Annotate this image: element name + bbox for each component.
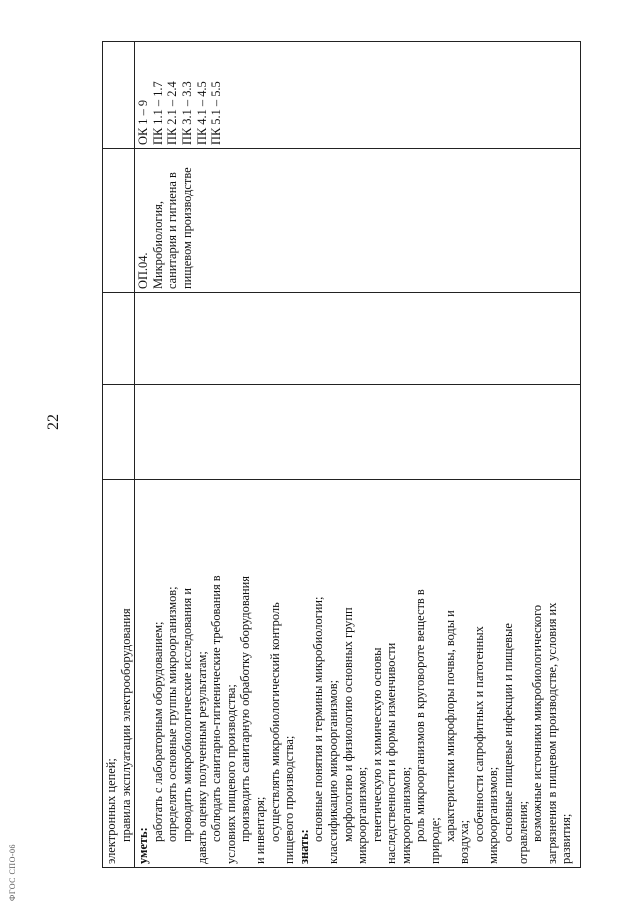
previous-line: электронных цепей; (104, 758, 118, 864)
knowledge-line: основные пищевые инфекции и пищевые (501, 623, 516, 842)
skill-line: работать с лабораторным оборудованием; (150, 621, 165, 842)
rotated-page (102, 42, 581, 868)
subject-title-line: санитария и гигиена в (165, 172, 180, 289)
skills-cell (135, 480, 581, 868)
knowledge-line: морфологию и физиологию основных групп (340, 607, 355, 842)
knowledge-line: микроорганизмов; (355, 766, 370, 864)
knowledge-line: развития; (559, 813, 574, 864)
page-number: 22 (45, 414, 62, 430)
previous-skills-cell (103, 480, 135, 868)
section-heading: уметь: (136, 827, 151, 864)
competencies-cell (135, 42, 581, 149)
skill-line: осуществлять микробиологический контроль (267, 602, 282, 842)
footer-mark: ФГОС СПО-06 (8, 843, 17, 901)
knowledge-line: генетическую и химическую основы (369, 647, 384, 842)
previous-line: правила эксплуатации электрооборудования (118, 608, 133, 842)
skill-line: производить санитарную обработку оборудования (238, 576, 253, 842)
table-row-previous (103, 42, 135, 868)
competency-code: ПК 2.1 – 2.4 (165, 81, 180, 145)
section-heading: знать: (296, 829, 311, 864)
competency-code: ПК 4.1 – 4.5 (194, 81, 209, 145)
skill-line: условиях пищевого производства; (223, 684, 238, 864)
class-hours-cell (135, 293, 581, 385)
knowledge-line: классификацию микроорганизмов; (325, 679, 340, 864)
competency-code: ОК 1 – 9 (136, 99, 151, 145)
table-row-microbiology (135, 42, 581, 868)
max-hours-cell (135, 385, 581, 480)
skill-line: пищевого производства; (282, 735, 297, 864)
previous-empty-cell (103, 149, 135, 293)
knowledge-line: воздуха; (457, 819, 472, 864)
skill-line: определять основные группы микроорганизмов; (165, 586, 180, 842)
knowledge-line: основные понятия и термины микробиологии; (311, 596, 326, 842)
skill-line: соблюдать санитарно-гигиенические требования в (209, 575, 224, 842)
previous-empty-cell (103, 42, 135, 149)
subject-title-line: пищевом производстве (179, 167, 194, 289)
competency-code: ПК 5.1 – 5.5 (209, 81, 224, 145)
knowledge-line: природе; (428, 817, 443, 864)
skill-line: и инвентаря; (252, 796, 267, 864)
knowledge-line: загрязнения в пищевом производстве, условия их (544, 602, 559, 864)
knowledge-line: особенности сапрофитных и патогенных (471, 626, 486, 842)
knowledge-line: микроорганизмов; (398, 766, 413, 864)
knowledge-line: характеристики микрофлоры почвы, воды и (442, 610, 457, 842)
subject-title-line: Микробиология, (150, 201, 165, 289)
knowledge-line: роль микроорганизмов в круговороте веществ в (413, 589, 428, 842)
previous-empty-cell (103, 293, 135, 385)
skill-line: давать оценку полученным результатам; (194, 651, 209, 864)
knowledge-line: отравления; (515, 800, 530, 864)
skill-line: проводить микробиологические исследования и (179, 588, 194, 842)
competency-code: ПК 1.1 – 1.7 (150, 81, 165, 145)
previous-empty-cell (103, 385, 135, 480)
knowledge-line: наследственности и формы изменчивости (384, 642, 399, 864)
subject-code: ОП.04. (136, 252, 151, 289)
subject-cell (135, 149, 581, 293)
curriculum-table (102, 41, 581, 868)
knowledge-line: возможные источники микробиологического (530, 604, 545, 842)
competency-code: ПК 3.1 – 3.3 (179, 81, 194, 145)
knowledge-line: микроорганизмов; (486, 766, 501, 864)
